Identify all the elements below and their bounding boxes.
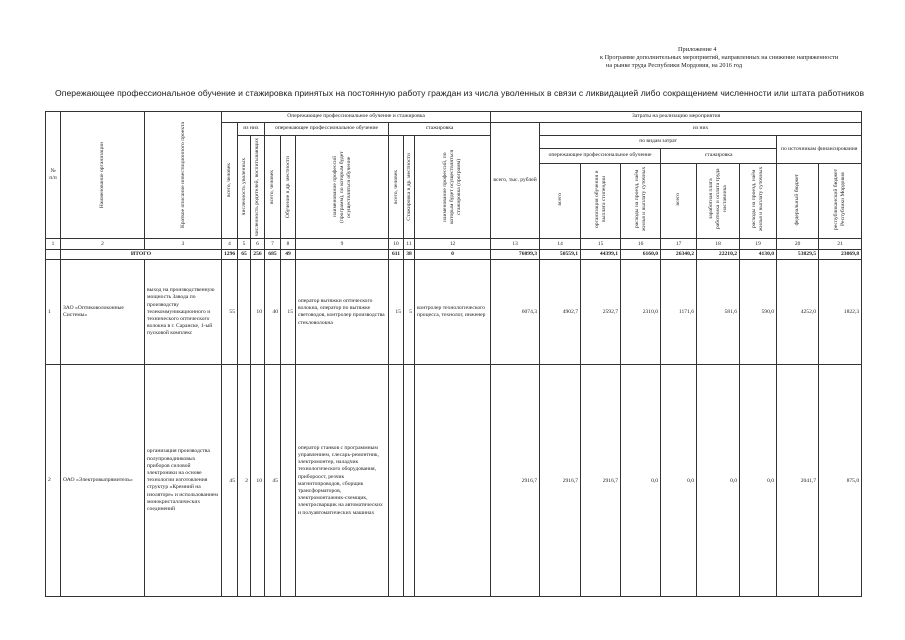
row-c8: 15 — [281, 260, 296, 365]
totals-c8: 49 — [281, 249, 296, 260]
col-num-6: 6 — [251, 239, 265, 250]
header-adv-other: Обучение в др. местности — [281, 135, 296, 239]
row-c7: 40 — [265, 260, 281, 365]
col-num-19: 19 — [740, 239, 777, 250]
header-total-rub: всего, тыс. рублей — [491, 122, 540, 239]
col-num-2: 2 — [61, 239, 145, 250]
header-by-source: по источникам финансирования — [777, 135, 862, 163]
col-num-17: 17 — [661, 239, 697, 250]
row-project: выход на производственную мощность Завода по производству телекоммуникационного и технического оптического волокна в г. Саранске, 1-ый пусковой комплекс — [145, 260, 222, 365]
row-org: ОАО «Электровыпрямитель» — [61, 365, 145, 597]
header-ca-org: организация обучения и выплата стипендии — [581, 163, 621, 239]
totals-c20: 53829,5 — [777, 249, 819, 260]
totals-empty-cell — [46, 249, 61, 260]
row-c11 — [404, 365, 415, 597]
totals-c13: 76899,3 — [491, 249, 540, 260]
header-of-them: из них — [238, 122, 265, 135]
totals-c4: 1296 — [222, 249, 238, 260]
header-ca-total: всего — [540, 163, 581, 239]
col-num-15: 15 — [581, 239, 621, 250]
row-c21: 875,0 — [819, 365, 862, 597]
row-c20: 2041,7 — [777, 365, 819, 597]
row-c12: контролер технологического процесса, технолог, инженер — [415, 260, 491, 365]
appendix-note — [600, 46, 838, 70]
col-num-13: 13 — [491, 239, 540, 250]
totals-c6: 256 — [251, 249, 265, 260]
header-by-type: по видам затрат — [540, 135, 777, 148]
row-c18: 581,6 — [697, 260, 740, 365]
row-num: 2 — [46, 365, 61, 597]
row-c17: 1171,6 — [661, 260, 697, 365]
header-ci-travel: расходы на проезд, наём жилья и выплату суточных — [740, 163, 777, 239]
row-c10: 15 — [389, 260, 404, 365]
row-c19: 590,0 — [740, 260, 777, 365]
header-group-costs: Затраты на реализацию мероприятия — [491, 112, 862, 123]
header-adv-total: всего, человек — [265, 135, 281, 239]
row-c9: оператор вытяжки оптического волокна, оператор по вытяжке световодов, контролер производства стекловолокна — [296, 260, 389, 365]
row-project: организация производства полупроводниковых приборов силовой электроники на основе технологии изготовления структур «Кремний на изоляторе» и использованием монокристаллических соединений — [145, 365, 222, 597]
row-c14: 4902,7 — [540, 260, 581, 365]
header-cost-int: стажировка — [661, 148, 777, 163]
totals-c7: 685 — [265, 249, 281, 260]
col-num-21: 21 — [819, 239, 862, 250]
header-src-republic: республиканский бюджет Республики Мордовия — [819, 163, 862, 239]
col-num-20: 20 — [777, 239, 819, 250]
table-row — [46, 365, 862, 597]
row-c18: 0,0 — [697, 365, 740, 597]
header-advance-training: опережающее профессиональное обучение — [265, 122, 389, 135]
totals-c21: 23069,8 — [819, 249, 862, 260]
document-title: Опережающее профессиональное обучение и стажировка принятых на постоянную работу граждан из числа уволенных в связи с ликвидацией либо сокращением численности или штата работников — [55, 88, 865, 98]
row-c7: 45 — [265, 365, 281, 597]
col-num-5: 5 — [238, 239, 251, 250]
row-c10 — [389, 365, 404, 597]
totals-c11: 38 — [404, 249, 415, 260]
row-c15: 2916,7 — [581, 365, 621, 597]
header-dismissed: численность уволенных — [238, 135, 251, 239]
col-num-4: 4 — [222, 239, 238, 250]
col-num-18: 18 — [697, 239, 740, 250]
header-src-federal: федеральный бюджет — [777, 163, 819, 239]
row-c16: 2310,0 — [621, 260, 661, 365]
row-c20: 4252,0 — [777, 260, 819, 365]
table-row — [46, 260, 862, 365]
row-c21: 1822,3 — [819, 260, 862, 365]
data-table — [45, 111, 862, 597]
header-ca-travel: расходы на проезд, наём жилья и выплату суточных — [621, 163, 661, 239]
header-int-other: Стажировка в др. местности — [404, 135, 415, 239]
col-num-8: 8 — [281, 239, 296, 250]
row-c8 — [281, 365, 296, 597]
header-ci-salary: заработная плата работника и оплата труда наставника — [697, 163, 740, 239]
col-num-16: 16 — [621, 239, 661, 250]
col-num-11: 11 — [404, 239, 415, 250]
header-ci-total: всего — [661, 163, 697, 239]
row-c13: 2916,7 — [491, 365, 540, 597]
row-c5 — [238, 260, 251, 365]
row-c6: 10 — [251, 365, 265, 597]
totals-row — [46, 249, 862, 260]
totals-c14: 50559,1 — [540, 249, 581, 260]
header-int-professions: наименование профессий, по которым будет осуществляться стажировка (программ) — [415, 135, 491, 239]
totals-c16: 6160,0 — [621, 249, 661, 260]
header-project: Краткое описание инвестиционного проекта — [145, 112, 222, 239]
col-num-14: 14 — [540, 239, 581, 250]
header-internship: стажировка — [389, 122, 491, 135]
row-c11: 5 — [404, 260, 415, 365]
header-parents: численность родителей, воспитывающих — [251, 135, 265, 239]
row-org: ЗАО «Оптиковолоконные Системы» — [61, 260, 145, 365]
appendix-line-3: на рынке труда Республики Мордовия, на 2016 год — [606, 62, 743, 69]
row-c12 — [415, 365, 491, 597]
appendix-line-1: Приложение 4 — [678, 46, 717, 53]
header-cost-adv: опережающее профессиональное обучение — [540, 148, 661, 163]
row-c16: 0,0 — [621, 365, 661, 597]
row-c9: оператор станков с программным управлением, слесарь-ремонтник, электромонтер, наладчик технологического оборудования, прибороост, резчик магнитопроводов, сборщик трансформаторов, электромонтажник-схемщик, электросварщик на автоматических и полуавтоматических машинах — [296, 365, 389, 597]
header-int-total: всего, человек — [389, 135, 404, 239]
totals-c17: 26340,2 — [661, 249, 697, 260]
totals-c18: 22210,2 — [697, 249, 740, 260]
header-of-them-costs: из них — [540, 122, 862, 135]
column-number-row — [46, 239, 862, 250]
row-c15: 2592,7 — [581, 260, 621, 365]
row-c17: 0,0 — [661, 365, 697, 597]
row-num: 1 — [46, 260, 61, 365]
row-c13: 6074,3 — [491, 260, 540, 365]
col-num-7: 7 — [265, 239, 281, 250]
row-c5: 2 — [238, 365, 251, 597]
col-num-12: 12 — [415, 239, 491, 250]
header-num: № п/п — [46, 112, 61, 239]
totals-c10: 611 — [389, 249, 404, 260]
totals-c12: 0 — [415, 249, 491, 260]
totals-c5: 65 — [238, 249, 251, 260]
appendix-line-2: к Программе дополнительных мероприятий, направленных на снижение напряженности — [600, 54, 839, 61]
col-num-3: 3 — [145, 239, 222, 250]
header-org: Наименование организации — [61, 112, 145, 239]
totals-c15: 44399,1 — [581, 249, 621, 260]
totals-c9 — [296, 249, 389, 260]
header-total-people: всего, человек — [222, 122, 238, 239]
col-num-10: 10 — [389, 239, 404, 250]
row-c4: 45 — [222, 365, 238, 597]
row-c19: 0,0 — [740, 365, 777, 597]
totals-c19: 4130,0 — [740, 249, 777, 260]
row-c4: 55 — [222, 260, 238, 365]
totals-label: ИТОГО — [61, 249, 222, 260]
col-num-1: 1 — [46, 239, 61, 250]
header-group-training: Опережающее профессиональное обучение и стажировка — [222, 112, 491, 123]
row-c6: 10 — [251, 260, 265, 365]
col-num-9: 9 — [296, 239, 389, 250]
row-c14: 2916,7 — [540, 365, 581, 597]
header-adv-professions: наименование профессий (программ), по которым будет осуществляться обучение — [296, 135, 389, 239]
